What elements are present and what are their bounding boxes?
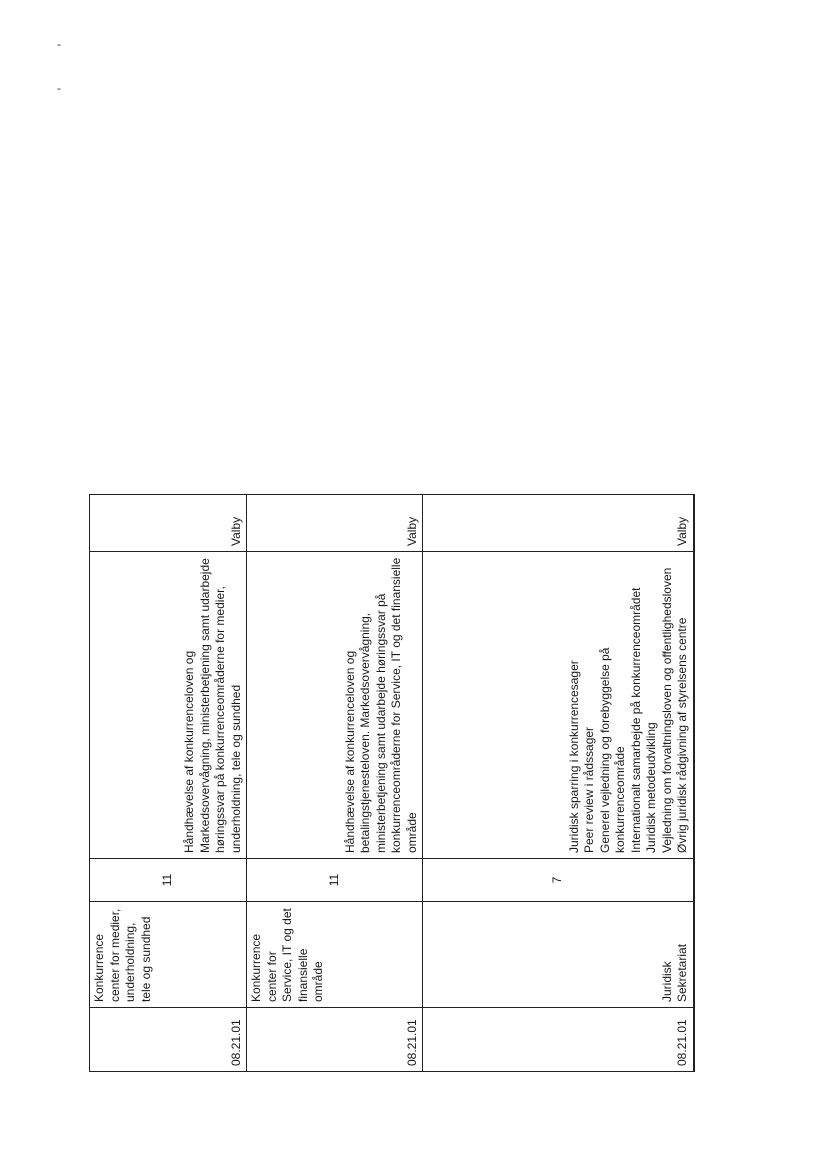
tasks-cell: Håndhævelse af konkurrenceloven og Markedsovervågning, ministerbetjening samt udarbejde høringssvar på konkurrenceområderne for medier, underholdning, tele og sundhed: [90, 552, 247, 859]
unit-name-cell: Konkurrence center for medier, underholdning, tele og sundhed: [90, 902, 247, 1008]
task-line: Vejledning om forvaltningsloven og offentlighedsloven: [659, 567, 674, 853]
dash-mark-1: -: [57, 37, 61, 51]
tasks-cell: [423, 552, 694, 859]
task-line: Juridisk metodeudvikling: [644, 722, 658, 853]
account-code-cell: 08.21.01: [423, 1008, 694, 1072]
task-line: Øvrig juridisk rådgivning af styrelsens centre: [675, 617, 689, 853]
task-line: Juridisk sparring i konkurrencesager: [566, 660, 581, 853]
unit-name-cell: Juridisk Sekretariat: [423, 902, 694, 1008]
rotated-table-container: [89, 495, 693, 1072]
staff-count-cell: 11: [90, 859, 247, 902]
staff-count-cell: 7: [423, 859, 694, 902]
table-row: [90, 495, 247, 1072]
task-line: Peer review i rådssager: [582, 726, 596, 853]
account-code-cell: 08.21.01: [90, 1008, 247, 1072]
unit-name-cell: Konkurrence center for Service, IT og det finansielle område: [247, 902, 423, 1008]
tasks-cell: Håndhævelse af konkurrenceloven og betalingstjenesteloven. Markedsovervågning, ministerbetjening samt udarbejde høringssvar på konkurrenceområderne for Service, IT og det finansielle område: [247, 552, 423, 859]
account-code-cell: 08.21.01: [247, 1008, 423, 1072]
staff-count-cell: 11: [247, 859, 423, 902]
location-cell: Valby: [247, 495, 423, 552]
table-row: [247, 495, 423, 1072]
task-line: Generel vejledning og forebyggelse på konkurrenceområde: [597, 647, 627, 853]
table-row: [423, 495, 694, 1072]
dash-mark-2: -: [57, 81, 61, 95]
organization-table: [89, 494, 695, 1072]
location-cell: Valby: [423, 495, 694, 552]
task-line: Internationalt samarbejde på konkurrenceområdet: [628, 587, 643, 853]
location-cell: Valby: [90, 495, 247, 552]
